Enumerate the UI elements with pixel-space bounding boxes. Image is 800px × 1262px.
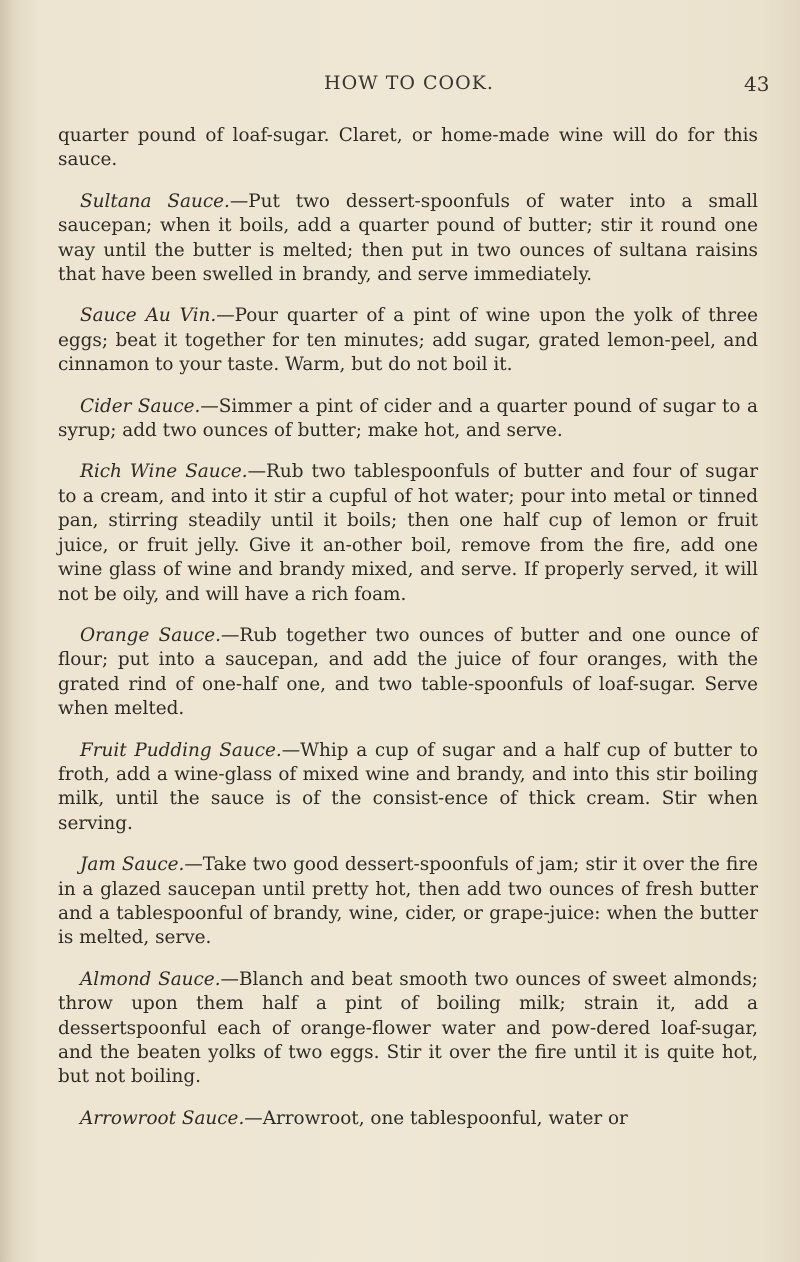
recipe-sultana-sauce xyxy=(58,190,758,288)
page-body xyxy=(58,124,758,1148)
running-head: HOW TO COOK. xyxy=(324,72,494,94)
recipe-text: —Pour quarter of a pint of wine upon the yolk of three eggs; beat it together for ten minutes; add sugar, grated lemon-peel, and cinnamon to your taste. Warm, but do not boil it. xyxy=(58,305,758,376)
recipe-title: Arrowroot Sauce. xyxy=(80,1107,245,1129)
recipe-text: —Arrowroot, one tablespoonful, water or xyxy=(244,1107,628,1129)
recipe-orange-sauce xyxy=(58,624,758,722)
recipe-title: Orange Sauce. xyxy=(80,624,222,646)
recipe-text: —Simmer a pint of cider and a quarter pound of sugar to a syrup; add two ounces of butter; make hot, and serve. xyxy=(58,395,758,442)
recipe-text: —Put two dessert-spoonfuls of water into a small saucepan; when it boils, add a quarter pound of butter; stir it round one way until the butter is melted; then put in two ounces of sultana raisins that have been swelled in brandy, and serve immediately. xyxy=(58,190,758,286)
recipe-arrowroot-sauce xyxy=(58,1107,758,1131)
recipe-title: Sauce Au Vin. xyxy=(80,305,217,327)
recipe-title: Rich Wine Sauce. xyxy=(80,461,248,483)
recipe-fruit-pudding-sauce xyxy=(58,739,758,837)
recipe-text: —Take two good dessert-spoonfuls of jam; stir it over the fire in a glazed saucepan until pretty hot, then add two ounces of fresh butter and a tablespoonful of brandy, wine, cider, or grape-juice: when the butter is melted, serve. xyxy=(58,854,759,949)
continuation-paragraph: quarter pound of loaf-sugar. Claret, or home-made wine will do for this sauce. xyxy=(58,125,758,171)
recipe-title: Jam Sauce. xyxy=(80,854,185,876)
recipe-rich-wine-sauce xyxy=(58,460,758,606)
recipe-jam-sauce xyxy=(58,853,758,951)
recipe-text: —Whip a cup of sugar and a half cup of butter to froth, add a wine-glass of mixed wine and brandy, and into this stir boiling milk, until the sauce is of the consist-ence of thick cream. Stir when serving. xyxy=(58,739,758,834)
recipe-title: Sultana Sauce. xyxy=(80,190,230,212)
page-header xyxy=(0,72,800,102)
recipe-text: —Rub two tablespoonfuls of butter and four of sugar to a cream, and into it stir a cupful of hot water; pour into metal or tinned pan, stirring steadily until it boils; then one half cup of lemon or fruit juice, or fruit jelly. Give it an-other boil, remove from the fire, add one wine glass of wine and brandy mixed, and serve. If properly served, it will not be oily, and will have a rich foam. xyxy=(58,461,758,605)
recipe-text: —Rub together two ounces of butter and one ounce of flour; put into a saucepan, and add the juice of four oranges, with the grated rind of one-half one, and two table-spoonfuls of loaf-sugar. Serve when melted. xyxy=(58,624,758,720)
recipe-title: Almond Sauce. xyxy=(80,968,221,990)
recipe-title: Cider Sauce. xyxy=(80,395,201,417)
recipe-almond-sauce xyxy=(58,968,758,1090)
page-number: 43 xyxy=(744,72,770,96)
recipe-title: Fruit Pudding Sauce. xyxy=(80,739,282,761)
recipe-cider-sauce xyxy=(58,395,758,444)
recipe-text: —Blanch and beat smooth two ounces of sweet almonds; throw upon them half a pint of boiling milk; strain it, add a dessertspoonful each of orange-flower water and pow-dered loaf-sugar, and the beaten yolks of two eggs. Stir it over the fire until it is quite hot, but not boiling. xyxy=(58,968,759,1088)
recipe-sauce-au-vin xyxy=(58,304,758,377)
